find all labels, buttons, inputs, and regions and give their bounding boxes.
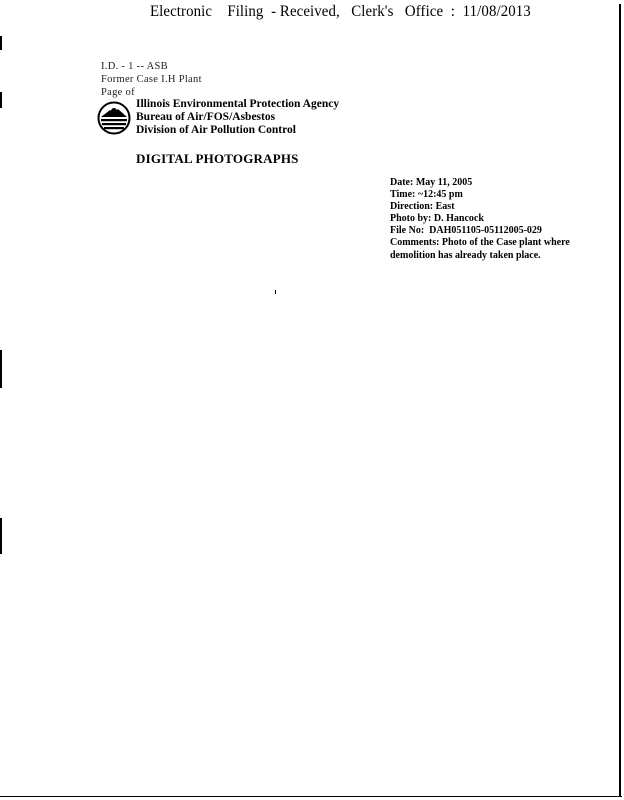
filing-stamp: Electronic Filing - Received, Clerk's Office : 11/08/2013 [150,3,531,20]
agency-block [136,98,339,137]
document-header [101,60,202,99]
agency-division: Division of Air Pollution Control [136,124,296,136]
scan-edge-right [619,4,621,796]
photo-comments-line: Comments: Photo of the Case plant where [390,237,570,249]
scan-edge-mark [0,36,2,50]
header-site-line: Former Case I.H Plant [101,74,202,85]
illinois-epa-logo-icon [97,101,131,135]
document-title: DIGITAL PHOTOGRAPHS [136,151,299,166]
agency-name: Illinois Environmental Protection Agency [136,98,340,110]
header-id-line: I.D. - 1 -- ASB [101,61,168,72]
scan-edge-bottom [0,796,622,797]
agency-bureau: Bureau of Air/FOS/Asbestos [136,111,276,123]
photo-direction: Direction: East [390,201,455,213]
scan-speck [275,290,276,294]
photo-info-block [390,177,570,262]
scan-edge-mark [0,518,2,554]
photo-time: Time: ~12:45 pm [390,189,463,201]
header-page-line: Page of [101,87,135,98]
photo-date: Date: May 11, 2005 [390,177,473,188]
photo-photographer: Photo by: D. Hancock [390,213,484,225]
scan-edge-mark [0,92,2,108]
photo-file-number: File No: DAH051105-05112005-029 [390,225,542,237]
photo-comments-line: demolition has already taken place. [390,249,541,261]
scan-edge-mark [0,350,2,388]
